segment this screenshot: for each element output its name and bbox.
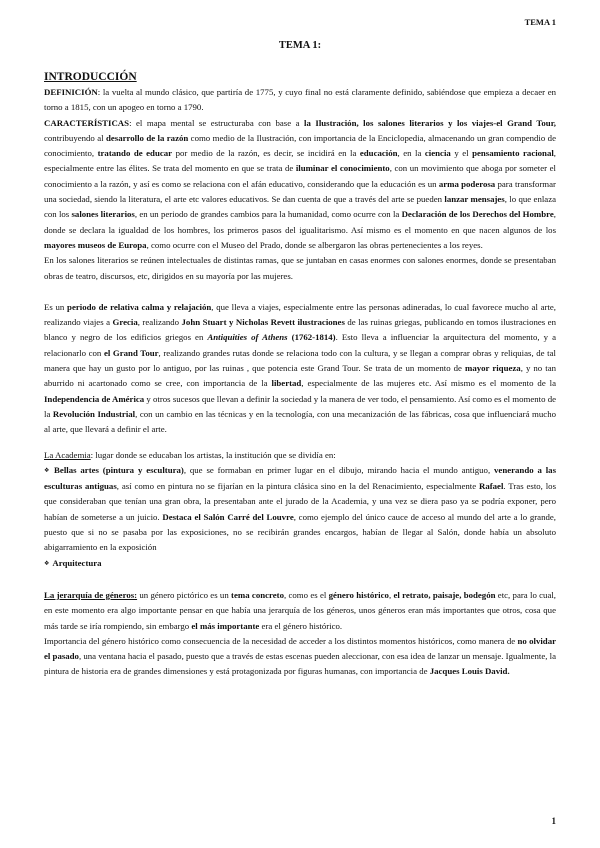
- text-run: , realizando: [137, 317, 182, 328]
- diamond-bullet-icon: ❖: [44, 560, 50, 567]
- text-run: CARACTERÍSTICAS: [44, 117, 130, 128]
- text-run: , especialmente entre las élites. Se trata del momento en que se trata de: [44, 148, 556, 174]
- text-run: periodo de relativa calma y relajación: [67, 301, 212, 312]
- section-heading-introduccion: INTRODUCCIÓN: [44, 71, 137, 83]
- text-run: , que lleva a viajes, especialmente entre las personas adineradas, lo cual favorece mucho al arte, realizando viajes a: [44, 301, 556, 328]
- text-run: el Grand Tour: [103, 347, 159, 358]
- text-run: arma poderosa: [438, 178, 496, 189]
- text-run: (1762-1814): [291, 332, 336, 343]
- text-run: y el: [450, 148, 473, 159]
- text-run: no olvidar el pasado: [44, 635, 556, 662]
- text-run: ciencia: [424, 148, 451, 159]
- text-run: Jacques Louis David.: [429, 666, 510, 677]
- text-run: DEFINICIÓN: [44, 87, 98, 97]
- text-run: , realizando grandes rutas donde se relaciona todo con la cultura, y se llegan a comprar obras y reliquias, de tal manera que hay un gusto por lo antiguo, por las ruinas , que potencia este Grand Tour. Se trata de un momento de: [44, 347, 556, 374]
- text-run: , con un movimiento que aboga por someter el conocimiento a la razón, y así es como se relaciona con el afán educativo, considerando que la educación es un: [44, 163, 556, 189]
- text-run: : el mapa mental se estructuraba con base a: [129, 117, 305, 128]
- text-run: , y no tan aburrido ni acartonado como se cree, con importancia de la: [44, 363, 556, 389]
- text-run: desarrollo de la razón: [105, 132, 189, 143]
- text-run: : la vuelta al mundo clásico, que partiría de 1775, y cuyo final no está claramente definido, sabiéndose que empieza a decaer en torno a 1815, con un apogeo en torno a 1790.: [44, 87, 556, 113]
- text-run: , lo que enlaza con los: [44, 194, 556, 220]
- text-run: : lugar donde se educaban los artistas, la institución que se dividía en:: [90, 449, 336, 460]
- text-run: Es un: [44, 301, 68, 312]
- text-run: , con un cambio en las técnicas y en la tecnología, con una mecanización de las fábricas, cosa que influenciará mucho al arte, que llevará a definir el arte.: [44, 408, 556, 435]
- text-run: Arquitectura: [52, 557, 102, 568]
- text-run: . Tras esto, los que consideraban que tenían una gran obra, la presentaban ante el jurado de la Academia, y una vez se diera paso ya se podría exponer, pero habían de someterse a un juicio.: [44, 481, 556, 522]
- text-run: Bellas artes (pintura y escultura): [54, 464, 184, 475]
- text-run: la Ilustración, los salones literarios y los viajes-el Grand Tour,: [304, 117, 557, 128]
- page-title: TEMA 1:: [278, 40, 322, 51]
- text-run: . Esto lleva a influenciar la arquitectura del momento, y a relacionarlo con: [44, 332, 556, 358]
- paragraph-periodo: [44, 300, 556, 438]
- text-run: libertad: [271, 378, 302, 389]
- text-run: Destaca el Salón Carré del Louvre: [162, 511, 294, 522]
- text-run: salones literarios: [71, 209, 135, 220]
- paragraph-definicion: [44, 85, 556, 116]
- text-run: el retrato, paisaje, bodegón: [393, 589, 496, 600]
- text-run: , en un periodo de grandes cambios para la humanidad, como ocurre con la: [134, 209, 402, 220]
- text-run: , una ventana hacia el pasado, puesto que a través de estas escenas pueden aleccionar, con esa idea de lanzar un mensaje. Igualmente, la pintura de historia era de grandes dimensiones y está protagonizada por figuras humanas, con importancia de: [44, 651, 557, 677]
- text-run: Declaración de los Derechos del Hombre: [401, 209, 554, 220]
- text-run: Independencia de América: [44, 393, 145, 404]
- text-run: era el género histórico.: [259, 620, 343, 631]
- text-run: iluminar el conocimiento: [295, 163, 390, 174]
- paragraph-academia-intro: [44, 448, 556, 463]
- text-run: Importancia del género histórico como consecuencia de la necesidad de acceder a los distintos momentos históricos, como manera de: [44, 635, 518, 646]
- text-run: ,: [388, 589, 394, 600]
- text-run: mayores museos de Europa: [44, 239, 147, 250]
- page-number: 1: [551, 816, 556, 826]
- text-run: , así como en pintura no se fijarían en la pintura clásica sino en la del Renacimiento, especialmente: [116, 481, 479, 492]
- text-run: La Academia: [44, 449, 91, 460]
- paragraph-salones: [44, 253, 556, 284]
- text-run: el más importante: [191, 620, 260, 631]
- text-run: La jerarquía de géneros:: [44, 589, 138, 600]
- text-run: educación: [359, 148, 398, 159]
- text-run: etc, para lo cual, en este momento era algo importante pensar en que había una jerarquía de los géneros, unos géneros eran más importantes que otros, cosa que más tarde se iría rompiendo, sin embargo: [44, 589, 556, 631]
- paragraph-jerarquia: [44, 588, 556, 634]
- text-run: En los salones literarios se reúnen intelectuales de distintas ramas, que se juntaban en casas enormes con salones enormes, donde se presentaban obras de teatro, discursos, etc, dirigidos en su mayoría por las mujeres.: [44, 255, 556, 281]
- text-run: para transformar una sociedad, siendo la literatura, el arte etc valores educativos. Se dan cuenta de que a través del arte se pueden: [44, 178, 556, 205]
- text-run: , como es el: [284, 589, 329, 600]
- text-run: tratando de educar: [97, 148, 173, 159]
- document-body: [44, 70, 556, 680]
- text-run: contribuyendo al: [44, 132, 106, 143]
- text-run: John Stuart y Nicholas Revett ilustraciones: [181, 317, 345, 328]
- text-run: tema concreto: [231, 589, 284, 600]
- text-run: Rafael: [478, 481, 504, 492]
- text-run: , donde se declara la igualdad de los hombres, los primeros pasos del igualitarismo. Así mismo es el momento en que nacen algunos de los: [44, 209, 556, 235]
- text-run: un género pictórico es un: [137, 589, 232, 600]
- diamond-bullet-icon: ❖: [44, 467, 52, 474]
- text-run: Grecia: [112, 317, 138, 328]
- text-run: como medio de la Ilustración, con importancia de la Enciclopedia, almacenando un gran compendio de conocimiento,: [44, 132, 556, 159]
- text-run: venerando a las esculturas antiguas: [44, 464, 556, 492]
- running-header: TEMA 1: [524, 17, 556, 27]
- list-item-bellas-artes: [44, 463, 556, 556]
- text-run: y otros sucesos que llevan a definir la sociedad y la manera de ver todo, el pensamiento. Así como es el momento de la: [44, 393, 556, 419]
- text-run: , como ejemplo del único cauce de acceso al mundo del arte a lo grande, puesto que si no se pasaba por las exposiciones, no se recibirán grandes encargos, habían de llegar al Salón, donde había un absoluto abigarramiento en la exposición: [44, 511, 556, 553]
- text-run: , como ocurre con el Museo del Prado, donde se albergaron las obras pertenecientes a los reyes.: [146, 239, 483, 250]
- text-run: , en la: [397, 148, 425, 159]
- text-run: mayor riqueza: [465, 363, 521, 374]
- list-item-arquitectura: [44, 556, 556, 572]
- text-run: de las ruinas griegas, publicando en tomos ilustraciones en blanco y negro de los edificios griegos en: [44, 317, 556, 343]
- text-run: , que se formaban en primer lugar en el dibujo, mirando hacia el mundo antiguo,: [183, 464, 495, 475]
- text-run: género histórico: [328, 589, 389, 600]
- paragraph-caracteristicas: [44, 116, 556, 254]
- text-run: Revolución Industrial: [52, 408, 136, 419]
- text-run: por medio de la razón, es decir, se incidirá en la: [172, 148, 360, 159]
- text-run: pensamiento racional: [472, 148, 554, 159]
- text-run: , especialmente de las mujeres etc. Así mismo es el momento de la: [301, 378, 556, 389]
- text-run: lanzar mensajes: [444, 194, 505, 205]
- paragraph-genero-historico: [44, 634, 556, 680]
- text-run: Antiquities of Athens: [207, 332, 288, 343]
